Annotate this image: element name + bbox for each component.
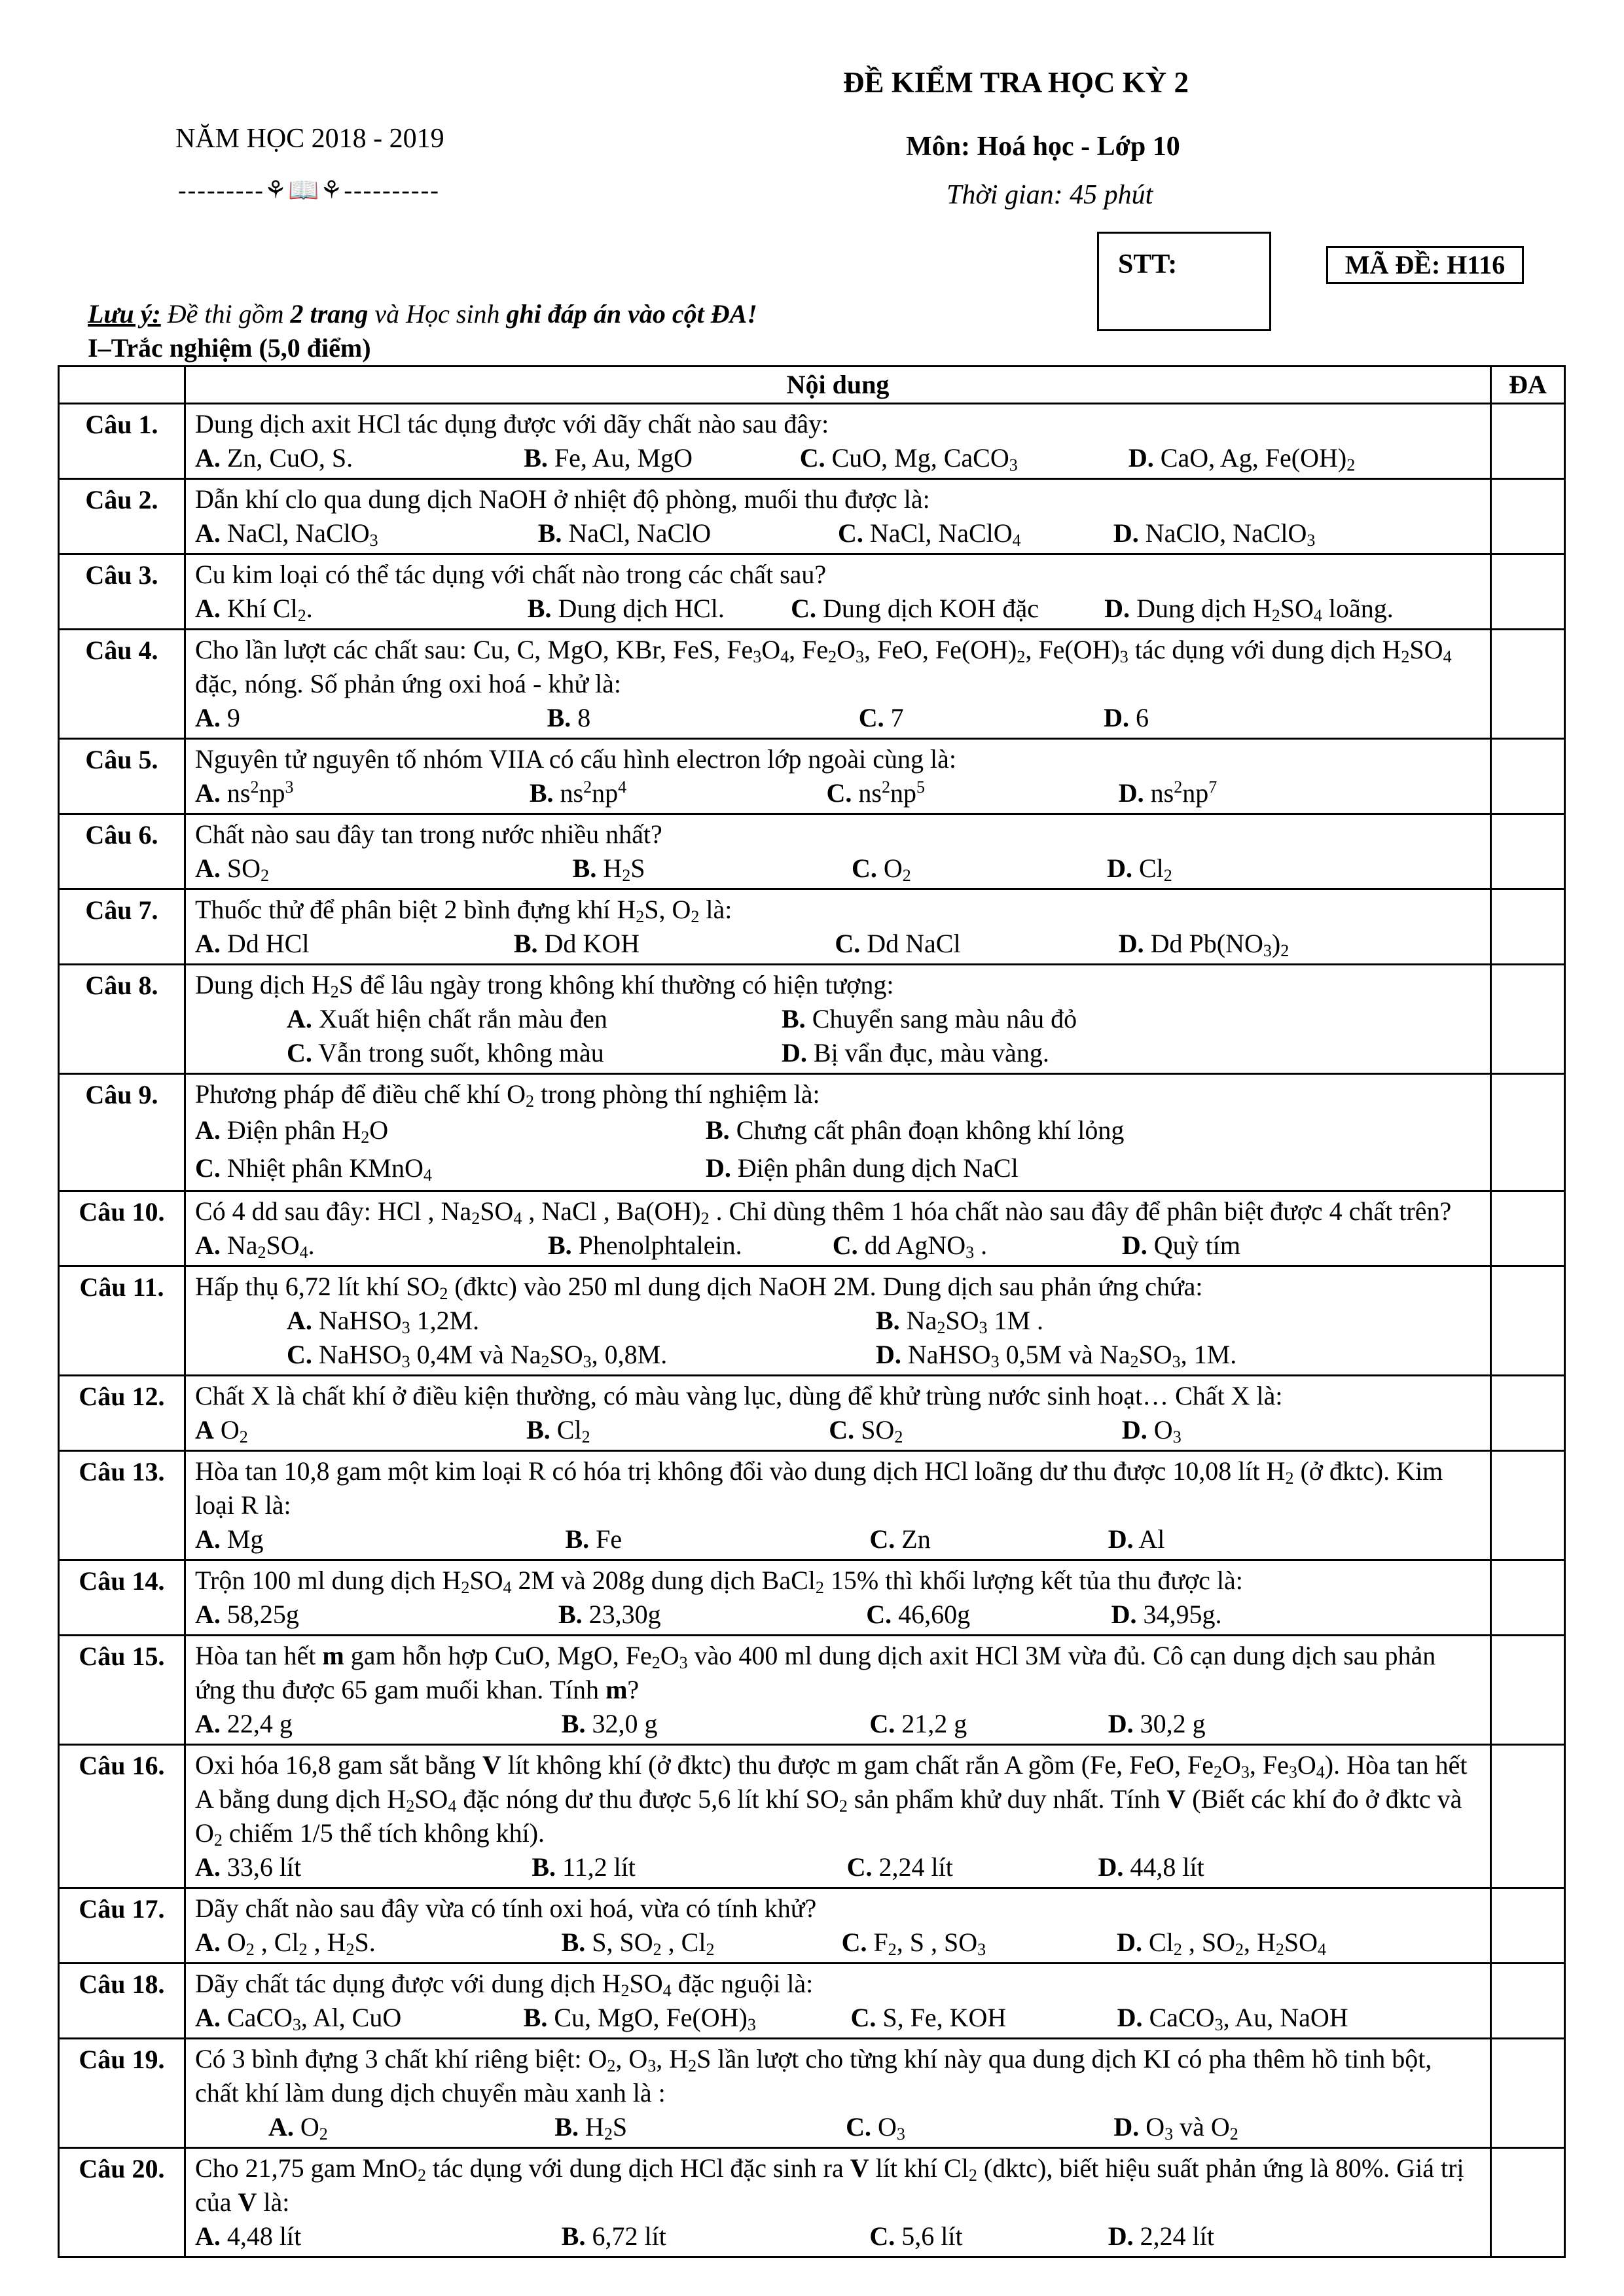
answer-option: D. Bị vẩn đục, màu vàng.	[782, 1038, 1049, 1067]
duration-line: Thời gian: 45 phút	[947, 180, 1153, 210]
answer-option: A. $Na_2SO_4$.	[195, 1230, 315, 1262]
question-content	[185, 1745, 1491, 1888]
header-blank	[59, 367, 185, 404]
answer-option: A. Điện phân $H_2O$	[195, 1115, 389, 1147]
answer-options	[195, 2110, 1481, 2144]
question-content	[185, 1376, 1491, 1451]
answer-option: C. 2,24 lít	[846, 1852, 953, 1882]
question-number: Câu 16.	[59, 1745, 185, 1888]
answer-options	[195, 1413, 1481, 1447]
answer-option: D. $Cl_2$ , $SO_2$, $H_2SO_4$	[1117, 1928, 1327, 1959]
question-stem: Dung dịch axit HCl tác dụng được với dãy chất nào sau đây:	[195, 409, 829, 439]
question-row	[59, 889, 1565, 965]
answer-option: B. 32,0 g	[561, 1709, 658, 1738]
answer-option: A. NaCl, NaClO$_3$	[195, 518, 378, 550]
question-content	[185, 1636, 1491, 1745]
answer-option: C. $O_2$	[851, 853, 911, 885]
stt-box	[1097, 232, 1271, 331]
answer-option: B. Fe, Au, MgO	[524, 443, 693, 473]
answer-cell[interactable]	[1491, 404, 1565, 479]
answer-option: B. $Na_2SO_3$ 1M .	[876, 1306, 1044, 1337]
answer-option: A. Dd HCl	[195, 929, 310, 958]
answer-options	[195, 776, 1481, 810]
question-content	[185, 1560, 1491, 1636]
answer-option: D. CaO, Ag, $Fe(OH)_2$	[1128, 443, 1356, 475]
answer-options	[195, 1149, 1481, 1187]
question-row	[59, 479, 1565, 554]
question-row	[59, 404, 1565, 479]
question-number: Câu 13.	[59, 1451, 185, 1560]
answer-options	[195, 1036, 1481, 1070]
answer-option: C. S, Fe, KOH	[850, 2003, 1007, 2032]
ornament-divider: ---------⚘📖⚘----------	[178, 177, 440, 204]
answer-option: B. Chưng cất phân đoạn không khí lỏng	[706, 1115, 1125, 1145]
answer-option: B. $H_2S$	[572, 853, 645, 885]
question-stem: Phương pháp để điều chế khí $O_2$ trong phòng thí nghiệm là:	[195, 1079, 820, 1111]
answer-option: A. $ns^2np^3$	[195, 778, 294, 808]
question-number: Câu 20.	[59, 2148, 185, 2257]
question-number: Câu 9.	[59, 1074, 185, 1191]
answer-option: C. Zn	[869, 1524, 931, 1554]
question-stem: Hấp thụ 6,72 lít khí $SO_2$ (đktc) vào 250 ml dung dịch NaOH 2M. Dung dịch sau phản ứng chứa:	[195, 1272, 1203, 1303]
answer-cell[interactable]	[1491, 1074, 1565, 1191]
question-stem: Oxi hóa 16,8 gam sắt bằng V lít không khí (ở đktc) thu được m gam chất rắn A gồm (Fe, FeO, $Fe_2O_3$, $Fe_3O_4$). Hòa tan hết A bằng dung dịch $H_2SO_4$ đặc nóng dư thu được 5,6 lít khí $SO_2$ sản phẩm khử duy nhất. Tính V (Biết các khí đo ở đktc và $O_2$ chiếm 1/5 thể tích không khí).	[195, 1750, 1468, 1850]
answer-option: B. Chuyển sang màu nâu đỏ	[782, 1004, 1077, 1033]
question-content	[185, 404, 1491, 479]
note-text-2: và Học sinh	[368, 299, 507, 329]
answer-cell[interactable]	[1491, 889, 1565, 965]
question-content	[185, 1266, 1491, 1376]
answer-options	[195, 2001, 1481, 2035]
note-prefix: Lưu ý:	[88, 299, 161, 329]
answer-option: C. $ns^2np^5$	[826, 778, 925, 808]
question-row	[59, 965, 1565, 1074]
answer-cell[interactable]	[1491, 2039, 1565, 2148]
answer-cell[interactable]	[1491, 1191, 1565, 1266]
question-stem: Dung dịch $H_2S$ để lâu ngày trong không khí thường có hiện tượng:	[195, 970, 894, 1001]
question-number: Câu 2.	[59, 479, 185, 554]
question-number: Câu 19.	[59, 2039, 185, 2148]
question-row	[59, 1560, 1565, 1636]
answer-options	[195, 1707, 1481, 1741]
answer-option: D. 44,8 lít	[1098, 1852, 1204, 1882]
question-number: Câu 6.	[59, 814, 185, 889]
answer-option: D. 34,95g.	[1111, 1600, 1222, 1629]
answer-option: B. NaCl, NaClO	[537, 518, 712, 548]
answer-option: D. Al	[1108, 1524, 1165, 1554]
school-year: NĂM HỌC 2018 - 2019	[175, 124, 444, 154]
answer-option: C. NaHSO$_3$ 0,4M và $Na_2SO_3$, 0,8M.	[287, 1340, 668, 1371]
answer-option: C. 5,6 lít	[869, 2221, 963, 2251]
question-content	[185, 1888, 1491, 1964]
note	[88, 298, 757, 329]
answer-option: C. NaCl, NaClO$_4$	[838, 518, 1021, 550]
question-content	[185, 2039, 1491, 2148]
answer-cell[interactable]	[1491, 1888, 1565, 1964]
section-title: I–Trắc nghiệm (5,0 điểm)	[88, 333, 371, 363]
answer-options	[195, 2219, 1481, 2253]
answer-cell[interactable]	[1491, 1964, 1565, 2039]
subject-line: Môn: Hoá học - Lớp 10	[906, 132, 1180, 162]
answer-option: D. 6	[1104, 703, 1149, 732]
question-stem: Hòa tan hết m gam hỗn hợp CuO, MgO, $Fe_2O_3$ vào 400 ml dung dịch axit HCl 3M vừa đủ. Cô cạn dung dịch sau phản ứng thu được 65 gam muối khan. Tính m?	[195, 1641, 1436, 1704]
answer-option: D. Dung dịch $H_2SO_4$ loãng.	[1104, 594, 1394, 625]
answer-option: A. NaHSO$_3$ 1,2M.	[287, 1306, 480, 1337]
question-stem: Trộn 100 ml dung dịch $H_2SO_4$ 2M và 208g dung dịch BaCl$_2$ 15% thì khối lượng kết tủa thu được là:	[195, 1566, 1243, 1597]
question-row	[59, 1745, 1565, 1888]
answer-option: D. 2,24 lít	[1108, 2221, 1214, 2251]
question-stem: Có 4 dd sau đây: HCl , $Na_2SO_4$ , NaCl , $Ba(OH)_2$ . Chỉ dùng thêm 1 hóa chất nào sau đây để phân biệt được 4 chất trên?	[195, 1196, 1452, 1228]
question-number: Câu 17.	[59, 1888, 185, 1964]
answer-cell[interactable]	[1491, 479, 1565, 554]
answer-options	[195, 1002, 1481, 1036]
answer-option: A. $O_2$ , $Cl_2$ , $H_2S$.	[195, 1928, 376, 1959]
answer-option: B. 8	[547, 703, 591, 732]
note-text-1: Đề thi gồm	[160, 299, 291, 329]
answer-option: A. Zn, CuO, S.	[195, 443, 353, 473]
question-content	[185, 554, 1491, 630]
answer-option: C. CuO, Mg, CaCO$_3$	[799, 443, 1018, 475]
answer-cell[interactable]	[1491, 1560, 1565, 1636]
answer-option: A. $SO_2$	[195, 853, 270, 885]
answer-option: B. 11,2 lít	[532, 1852, 636, 1882]
question-content	[185, 814, 1491, 889]
question-stem: Dãy chất nào sau đây vừa có tính oxi hoá, vừa có tính khử?	[195, 1893, 817, 1923]
answer-cell[interactable]	[1491, 1451, 1565, 1560]
question-stem: Nguyên tử nguyên tố nhóm VIIA có cấu hình electron lớp ngoài cùng là:	[195, 744, 956, 774]
question-content	[185, 630, 1491, 739]
note-bold-1: 2 trang	[290, 299, 369, 329]
question-number: Câu 10.	[59, 1191, 185, 1266]
question-number: Câu 12.	[59, 1376, 185, 1451]
answer-cell[interactable]	[1491, 1636, 1565, 1745]
question-number: Câu 1.	[59, 404, 185, 479]
answer-cell[interactable]	[1491, 965, 1565, 1074]
answer-option: B. $Cl_2$	[526, 1415, 590, 1446]
answer-option: C. 7	[858, 703, 904, 732]
question-row	[59, 1451, 1565, 1560]
answer-options	[195, 1598, 1481, 1632]
answer-options	[195, 1850, 1481, 1884]
questions-table	[58, 365, 1566, 2258]
question-stem: Cu kim loại có thể tác dụng với chất nào trong các chất sau?	[195, 560, 827, 589]
question-stem: Chất X là chất khí ở điều kiện thường, có màu vàng lục, dùng để khử trùng nước sinh hoạt… Chất X là:	[195, 1381, 1283, 1410]
question-row	[59, 1191, 1565, 1266]
question-number: Câu 14.	[59, 1560, 185, 1636]
answer-option: B. 23,30g	[558, 1600, 661, 1629]
answer-option: D. Dd $Pb(NO_3)_2$	[1118, 929, 1290, 960]
answer-option: D. 30,2 g	[1108, 1709, 1206, 1738]
answer-options	[195, 441, 1481, 475]
answer-option: B. Dung dịch HCl.	[527, 594, 725, 623]
stt-label: STT:	[1118, 249, 1178, 279]
answer-options	[195, 701, 1481, 735]
answer-option: C. $F_2$, S , $SO_3$	[841, 1928, 986, 1959]
question-number: Câu 8.	[59, 965, 185, 1074]
answer-option: C. $SO_2$	[829, 1415, 903, 1446]
answer-option: B. Dd KOH	[513, 929, 640, 958]
answer-option: D. $ns^2np^7$	[1118, 778, 1218, 808]
answer-options	[195, 1111, 1481, 1149]
answer-option: A. 22,4 g	[195, 1709, 293, 1738]
answer-option: D. CaCO$_3$, Au, NaOH	[1117, 2003, 1348, 2034]
answer-option: B. Fe	[565, 1524, 623, 1554]
answer-option: B. $ns^2np^4$	[529, 778, 627, 808]
question-number: Câu 15.	[59, 1636, 185, 1745]
question-stem: Thuốc thử để phân biệt 2 bình đựng khí $H_2S$, $O_2$ là:	[195, 895, 732, 926]
header-answer: ĐA	[1491, 367, 1565, 404]
answer-options	[195, 852, 1481, 886]
answer-option: B. Phenolphtalein.	[547, 1230, 742, 1260]
question-row	[59, 630, 1565, 739]
answer-option: C. Dung dịch KOH đặc	[791, 594, 1039, 623]
question-content	[185, 965, 1491, 1074]
answer-option: C. Vẫn trong suốt, không màu	[287, 1038, 604, 1067]
answer-options	[195, 1926, 1481, 1960]
question-content	[185, 1074, 1491, 1191]
answer-option: C. Nhiệt phân KMnO$_4$	[195, 1153, 432, 1185]
answer-option: A. Xuất hiện chất rắn màu đen	[287, 1004, 607, 1033]
answer-options	[195, 1338, 1481, 1372]
exam-title: ĐỀ KIỂM TRA HỌC KỲ 2	[843, 66, 1189, 99]
question-content	[185, 739, 1491, 814]
question-row	[59, 814, 1565, 889]
answer-option: B. S, $SO_2$ , $Cl_2$	[561, 1928, 715, 1959]
header-content: Nội dung	[185, 367, 1491, 404]
question-row	[59, 2039, 1565, 2148]
answer-cell[interactable]	[1491, 739, 1565, 814]
question-stem: Chất nào sau đây tan trong nước nhiều nhất?	[195, 819, 662, 849]
question-row	[59, 1266, 1565, 1376]
answer-option: B. 6,72 lít	[561, 2221, 666, 2251]
answer-cell[interactable]	[1491, 814, 1565, 889]
answer-option: D. NaHSO$_3$ 0,5M và $Na_2SO_3$, 1M.	[876, 1340, 1237, 1371]
question-number: Câu 4.	[59, 630, 185, 739]
answer-option: D. NaClO, NaClO$_3$	[1113, 518, 1316, 550]
answer-options	[195, 592, 1481, 626]
answer-cell[interactable]	[1491, 554, 1565, 630]
answer-option: C. 21,2 g	[869, 1709, 967, 1738]
question-stem: Dãy chất tác dụng được với dung dịch $H_2SO_4$ đặc nguội là:	[195, 1969, 814, 2000]
note-bold-2: ghi đáp án vào cột ĐA!	[506, 299, 757, 329]
question-number: Câu 7.	[59, 889, 185, 965]
question-stem: Dẫn khí clo qua dung dịch NaOH ở nhiệt độ phòng, muối thu được là:	[195, 484, 930, 514]
answer-option: A. 58,25g	[195, 1600, 299, 1629]
question-content	[185, 2148, 1491, 2257]
question-row	[59, 1888, 1565, 1964]
answer-option: A. 4,48 lít	[195, 2221, 302, 2251]
question-stem: Hòa tan 10,8 gam một kim loại R có hóa trị không đổi vào dung dịch HCl loãng dư thu được 10,08 lít $H_2$ (ở đktc). Kim loại R là:	[195, 1456, 1443, 1520]
answer-option: A $O_2$	[195, 1415, 248, 1446]
answer-option: C. Dd NaCl	[835, 929, 961, 958]
answer-option: A. $O_2$	[268, 2112, 328, 2144]
answer-cell[interactable]	[1491, 1266, 1565, 1376]
question-number: Câu 11.	[59, 1266, 185, 1376]
questions-body	[59, 404, 1565, 2257]
table-header-row	[59, 367, 1565, 404]
question-content	[185, 479, 1491, 554]
answer-option: D. $Cl_2$	[1107, 853, 1172, 885]
answer-options	[195, 1304, 1481, 1338]
question-row	[59, 1074, 1565, 1191]
question-number: Câu 18.	[59, 1964, 185, 2039]
answer-option: A. 9	[195, 703, 240, 732]
exam-code: MÃ ĐỀ: H116	[1326, 246, 1524, 284]
answer-options	[195, 1229, 1481, 1263]
question-stem: Cho 21,75 gam MnO$_2$ tác dụng với dung dịch HCl đặc sinh ra V lít khí $Cl_2$ (dktc), biết hiệu suất phản ứng là 80%. Giá trị của V là:	[195, 2153, 1464, 2217]
answer-option: D. $O_3$ và $O_2$	[1113, 2112, 1238, 2144]
question-row	[59, 1964, 1565, 2039]
answer-option: B. $H_2S$	[554, 2112, 628, 2144]
answer-options	[195, 927, 1481, 961]
question-stem: Có 3 bình đựng 3 chất khí riêng biệt: $O_2$, $O_3$, $H_2S$ lần lượt cho từng khí này qua dung dịch KI có pha thêm hồ tinh bột, chất khí làm dung dịch chuyển màu xanh là :	[195, 2044, 1432, 2108]
answer-option: B. Cu, MgO, $Fe(OH)_3$	[523, 2003, 756, 2034]
answer-option: A. Mg	[195, 1524, 264, 1554]
answer-option: A. Khí $Cl_2$.	[195, 594, 313, 625]
answer-option: C. $O_3$	[846, 2112, 905, 2144]
question-row	[59, 2148, 1565, 2257]
answer-option: C. 46,60g	[866, 1600, 971, 1629]
answer-option: C. dd AgNO$_3$ .	[832, 1230, 988, 1262]
answer-option: D. $O_3$	[1121, 1415, 1182, 1446]
answer-cell[interactable]	[1491, 1745, 1565, 1888]
question-content	[185, 1451, 1491, 1560]
question-row	[59, 739, 1565, 814]
question-stem: Cho lần lượt các chất sau: Cu, C, MgO, KBr, FeS, $Fe_3O_4$, $Fe_2O_3$, FeO, $Fe(OH)_2$, $Fe(OH)_3$ tác dụng với dung dịch $H_2SO_4$ đặc, nóng. Số phản ứng oxi hoá - khử là:	[195, 635, 1452, 698]
question-content	[185, 889, 1491, 965]
question-row	[59, 1376, 1565, 1451]
answer-cell[interactable]	[1491, 630, 1565, 739]
answer-cell[interactable]	[1491, 2148, 1565, 2257]
answer-option: A. CaCO$_3$, Al, CuO	[195, 2003, 402, 2034]
answer-options	[195, 1522, 1481, 1556]
question-number: Câu 5.	[59, 739, 185, 814]
answer-option: A. 33,6 lít	[195, 1852, 302, 1882]
question-row	[59, 554, 1565, 630]
answer-options	[195, 516, 1481, 550]
question-row	[59, 1636, 1565, 1745]
answer-option: D. Điện phân dung dịch NaCl	[706, 1153, 1019, 1183]
question-content	[185, 1191, 1491, 1266]
question-number: Câu 3.	[59, 554, 185, 630]
answer-option: D. Quỳ tím	[1121, 1230, 1241, 1260]
question-content	[185, 1964, 1491, 2039]
answer-cell[interactable]	[1491, 1376, 1565, 1451]
